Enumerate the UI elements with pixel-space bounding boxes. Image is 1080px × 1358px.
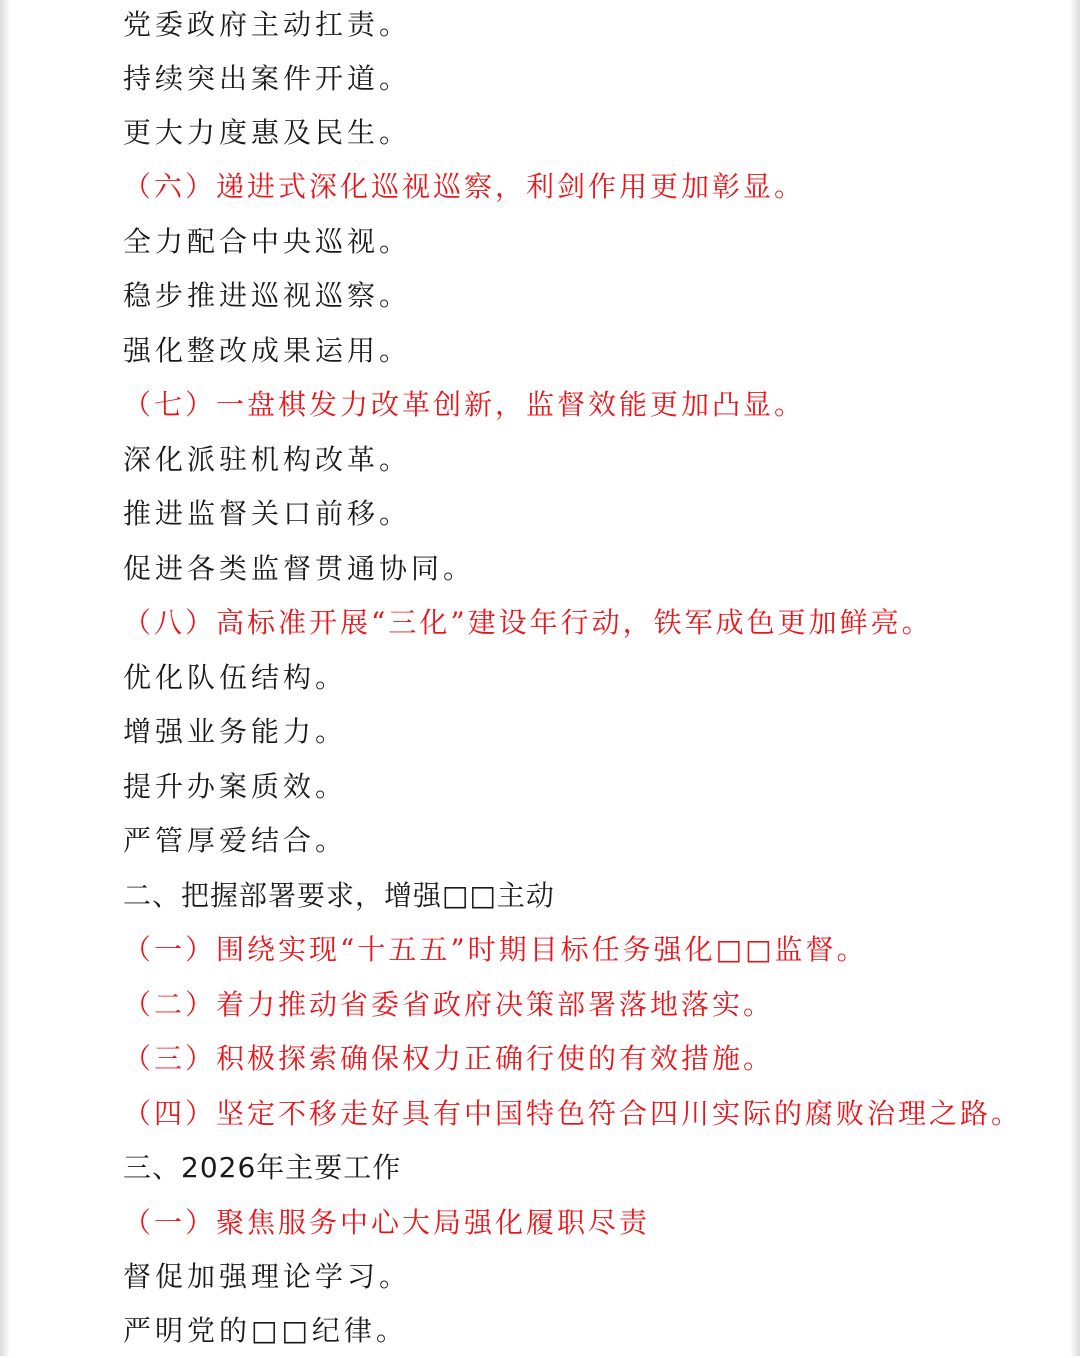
text-line: 增强业务能力。 [123, 715, 348, 748]
text-line: 强化整改成果运用。 [123, 334, 412, 367]
text-line: 严管厚爱结合。 [123, 824, 348, 857]
text-line: 更大力度惠及民生。 [123, 116, 412, 149]
red-subheading: （四）坚定不移走好具有中国特色符合四川实际的腐败治理之路。 [123, 1097, 1023, 1130]
red-subheading: （二）着力推动省委省政府决策部署落地落实。 [123, 988, 775, 1021]
section-heading: 二、把握部署要求，增强□□主动 [123, 879, 555, 912]
text-line: 严明党的□□纪律。 [123, 1314, 408, 1347]
text-line: 优化队伍结构。 [123, 661, 348, 694]
text-line: 全力配合中央巡视。 [123, 225, 412, 258]
text-line: 促进各类监督贯通协同。 [123, 552, 476, 585]
text-line: 提升办案质效。 [123, 770, 348, 803]
red-subheading: （三）积极探索确保权力正确行使的有效措施。 [123, 1042, 775, 1075]
text-line: 党委政府主动扛责。 [123, 8, 412, 41]
red-subheading: （一）围绕实现“十五五”时期目标任务强化□□监督。 [123, 933, 868, 966]
red-subheading: （七）一盘棋发力改革创新，监督效能更加凸显。 [123, 388, 806, 421]
red-subheading: （一）聚焦服务中心大局强化履职尽责 [123, 1206, 651, 1239]
red-subheading: （六）递进式深化巡视巡察，利剑作用更加彰显。 [123, 170, 806, 203]
text-line: 稳步推进巡视巡察。 [123, 279, 412, 312]
red-subheading: （八）高标准开展“三化”建设年行动，铁军成色更加鲜亮。 [123, 606, 933, 639]
section-heading: 三、2026年主要工作 [123, 1151, 402, 1184]
text-line: 持续突出案件开道。 [123, 62, 412, 95]
text-line: 推进监督关口前移。 [123, 497, 412, 530]
text-line: 督促加强理论学习。 [123, 1260, 412, 1293]
text-line: 深化派驻机构改革。 [123, 443, 412, 476]
